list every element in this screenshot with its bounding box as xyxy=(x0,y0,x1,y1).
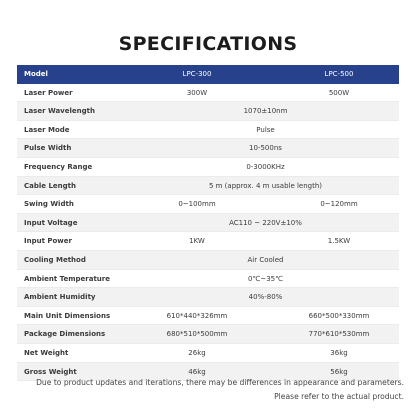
table-row xyxy=(17,121,399,140)
row-value-lpc-300: 26kg xyxy=(188,348,206,357)
row-label: Cooling Method xyxy=(24,255,86,264)
row-value-lpc-300: 46kg xyxy=(188,367,206,376)
row-label: Package Dimensions xyxy=(24,330,106,339)
row-label: Pulse Width xyxy=(24,144,72,153)
row-label: Cable Length xyxy=(24,181,76,190)
table-header-row xyxy=(17,65,399,84)
row-value-lpc-300: 0~100mm xyxy=(178,200,216,209)
row-value-lpc-500: 660*500*330mm xyxy=(308,311,370,320)
table-row xyxy=(17,158,399,177)
row-label: Input Power xyxy=(24,237,72,246)
row-shared-value: 0-3000KHz xyxy=(246,162,285,171)
table-row xyxy=(17,195,399,214)
row-label: Ambient Temperature xyxy=(24,274,110,283)
row-label: Laser Wavelength xyxy=(24,107,95,116)
page-title: SPECIFICATIONS xyxy=(118,33,298,55)
row-value-lpc-500: 0~120mm xyxy=(320,200,358,209)
row-value-lpc-300: 680*510*500mm xyxy=(166,330,228,339)
row-label: Gross Weight xyxy=(24,367,77,376)
row-value-lpc-500: 770*610*530mm xyxy=(308,330,370,339)
table-row xyxy=(17,325,399,344)
row-label: Laser Power xyxy=(24,88,73,97)
table-row xyxy=(17,288,399,307)
row-shared-value: 0℃~35℃ xyxy=(248,274,283,283)
row-shared-value: Air Cooled xyxy=(247,255,284,264)
disclaimer-note: Due to product updates and iterations, there may be differences in appearance and parameters. xyxy=(36,378,404,387)
row-shared-value: 5 m (approx. 4 m usable length) xyxy=(208,181,323,190)
row-shared-value: 1070±10nm xyxy=(243,107,288,116)
table-row xyxy=(17,307,399,326)
row-value-lpc-500: 36kg xyxy=(330,348,348,357)
table-row xyxy=(17,270,399,289)
table-row xyxy=(17,102,399,121)
header-model-label: Model xyxy=(24,70,48,78)
row-label: Frequency Range xyxy=(24,162,93,171)
row-value-lpc-500: 500W xyxy=(328,88,350,97)
row-value-lpc-500: 1.5KW xyxy=(327,237,351,246)
header-model-lpc-300: LPC-300 xyxy=(182,70,212,78)
row-label: Net Weight xyxy=(24,348,69,357)
table-row xyxy=(17,139,399,158)
row-label: Main Unit Dimensions xyxy=(24,311,111,320)
table-row xyxy=(17,84,399,103)
row-value-lpc-500: 56kg xyxy=(330,367,348,376)
row-label: Input Voltage xyxy=(24,218,78,227)
row-label: Swing Width xyxy=(24,200,74,209)
table-row xyxy=(17,344,399,363)
table-row xyxy=(17,232,399,251)
row-shared-value: 40%-80% xyxy=(248,293,283,302)
row-shared-value: 10-500ns xyxy=(249,144,282,153)
table-row xyxy=(17,251,399,270)
row-shared-value: Pulse xyxy=(256,125,275,134)
table-row xyxy=(17,177,399,196)
row-value-lpc-300: 300W xyxy=(186,88,208,97)
row-label: Ambient Humidity xyxy=(24,293,96,302)
row-label: Laser Mode xyxy=(24,125,70,134)
row-value-lpc-300: 1KW xyxy=(189,237,205,246)
row-shared-value: AC110 ~ 220V±10% xyxy=(229,218,302,227)
disclaimer-note-continued: Please refer to the actual product. xyxy=(274,392,404,401)
table-row xyxy=(17,214,399,233)
specifications-table xyxy=(17,65,399,381)
header-model-lpc-500: LPC-500 xyxy=(324,70,354,78)
row-value-lpc-300: 610*440*326mm xyxy=(166,311,228,320)
